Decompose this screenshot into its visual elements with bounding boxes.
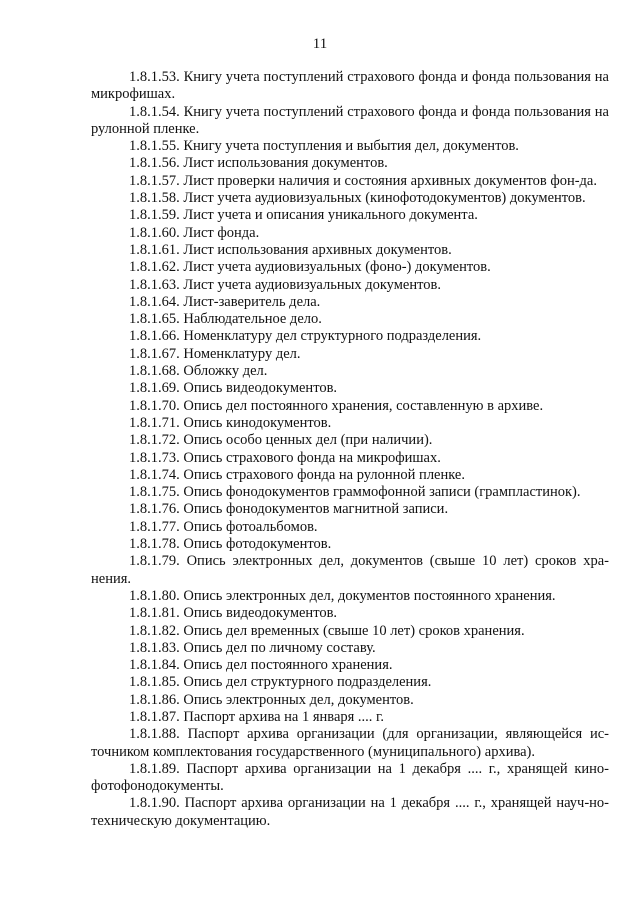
list-item-1-8-1-90: 1.8.1.90. Паспорт архива организации на 1 декабря .... г., хранящей науч-но-техническую документацию. [91,795,609,829]
list-item-1-8-1-75: 1.8.1.75. Опись фонодокументов граммофонной записи (грампластинок). [129,484,581,501]
page-number: 11 [312,36,328,52]
list-item-1-8-1-64: 1.8.1.64. Лист-заверитель дела. [129,293,321,310]
list-item-1-8-1-84: 1.8.1.84. Опись дел постоянного хранения. [129,657,393,674]
list-item-1-8-1-65: 1.8.1.65. Наблюдательное дело. [129,311,322,328]
list-item-1-8-1-81: 1.8.1.81. Опись видеодокументов. [129,605,338,622]
list-item-1-8-1-53: 1.8.1.53. Книгу учета поступлений страхового фонда и фонда пользования на микрофишах. [91,69,609,103]
list-item-1-8-1-83: 1.8.1.83. Опись дел по личному составу. [129,639,376,656]
list-item-1-8-1-77: 1.8.1.77. Опись фотоальбомов. [129,518,318,535]
list-item-1-8-1-60: 1.8.1.60. Лист фонда. [129,224,260,241]
list-item-1-8-1-89: 1.8.1.89. Паспорт архива организации на 1 декабря .... г., хранящей кино-фотофонодокументы. [91,760,609,795]
list-item-1-8-1-78: 1.8.1.78. Опись фотодокументов. [129,536,332,553]
list-item-1-8-1-76: 1.8.1.76. Опись фонодокументов магнитной записи. [129,501,449,518]
list-item-1-8-1-88: 1.8.1.88. Паспорт архива организации (для организации, являющейся ис-точником комплектования государственного (муниципального) архива). [91,726,609,760]
list-item-1-8-1-70: 1.8.1.70. Опись дел постоянного хранения, составленную в архиве. [129,397,544,414]
list-item-1-8-1-87: 1.8.1.87. Паспорт архива на 1 января .... г. [129,708,384,725]
list-item-1-8-1-73: 1.8.1.73. Опись страхового фонда на микрофишах. [129,449,441,466]
list-item-1-8-1-58: 1.8.1.58. Лист учета аудиовизуальных (кинофотодокументов) документов. [129,190,586,207]
list-item-1-8-1-67: 1.8.1.67. Номенклатуру дел. [129,345,301,362]
list-item-1-8-1-59: 1.8.1.59. Лист учета и описания уникального документа. [129,207,478,224]
list-item-1-8-1-80: 1.8.1.80. Опись электронных дел, документов постоянного хранения. [129,587,556,604]
list-item-1-8-1-68: 1.8.1.68. Обложку дел. [129,363,268,380]
list-item-1-8-1-63: 1.8.1.63. Лист учета аудиовизуальных документов. [129,276,441,293]
list-item-1-8-1-82: 1.8.1.82. Опись дел временных (свыше 10 лет) сроков хранения. [129,622,525,639]
list-item-1-8-1-74: 1.8.1.74. Опись страхового фонда на рулонной пленке. [129,466,465,483]
document-body [91,69,609,830]
list-item-1-8-1-86: 1.8.1.86. Опись электронных дел, документов. [129,691,414,708]
list-item-1-8-1-71: 1.8.1.71. Опись кинодокументов. [129,414,332,431]
list-item-1-8-1-72: 1.8.1.72. Опись особо ценных дел (при наличии). [129,432,433,449]
list-item-1-8-1-62: 1.8.1.62. Лист учета аудиовизуальных (фоно-) документов. [129,259,491,276]
list-item-1-8-1-79: 1.8.1.79. Опись электронных дел, документов (свыше 10 лет) сроков хра-нения. [91,553,609,587]
list-item-1-8-1-57: 1.8.1.57. Лист проверки наличия и состояния архивных документов фон-да. [129,172,597,189]
list-item-1-8-1-61: 1.8.1.61. Лист использования архивных документов. [129,241,452,258]
list-item-1-8-1-69: 1.8.1.69. Опись видеодокументов. [129,380,338,397]
list-item-1-8-1-55: 1.8.1.55. Книгу учета поступления и выбытия дел, документов. [129,138,519,155]
list-item-1-8-1-66: 1.8.1.66. Номенклатуру дел структурного подразделения. [129,328,482,345]
list-item-1-8-1-85: 1.8.1.85. Опись дел структурного подразделения. [129,674,432,691]
list-item-1-8-1-54: 1.8.1.54. Книгу учета поступлений страхового фонда и фонда пользования на рулонной пленке. [91,103,609,137]
list-item-1-8-1-56: 1.8.1.56. Лист использования документов. [129,155,388,172]
